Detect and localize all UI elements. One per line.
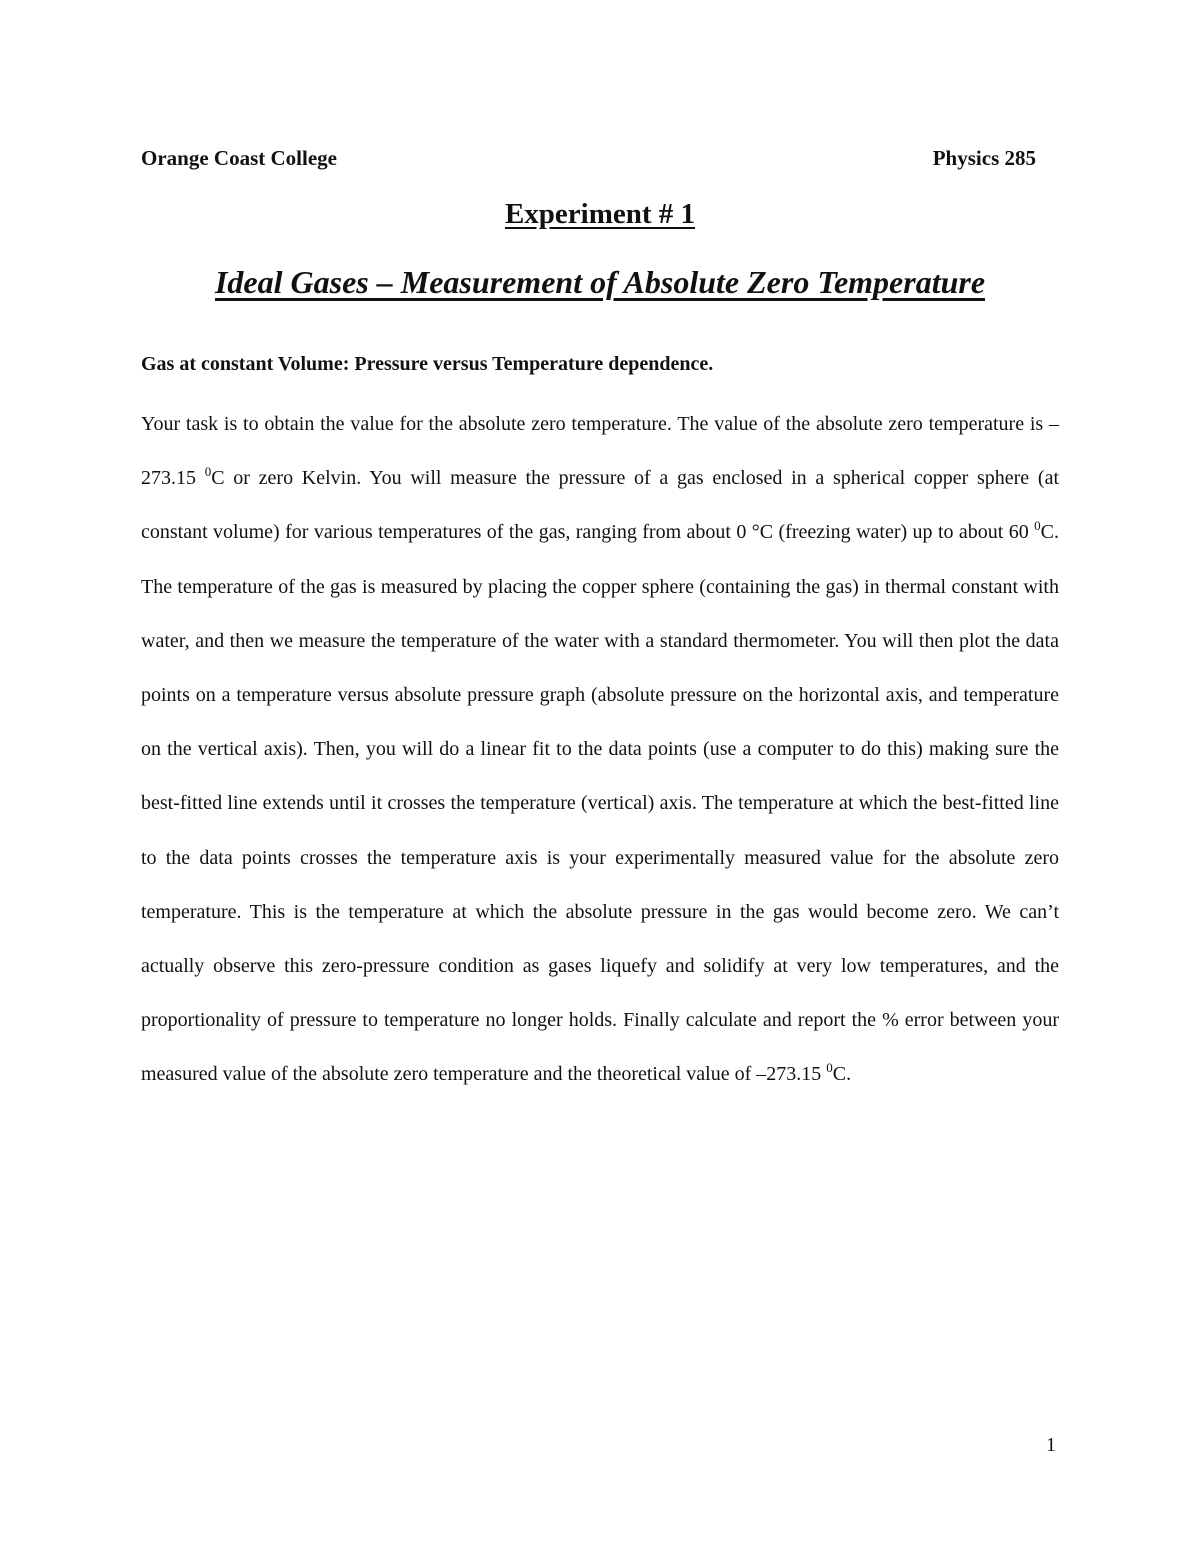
course-name: Physics 285 xyxy=(932,146,1036,170)
degree-superscript-3: 0 xyxy=(826,1060,833,1076)
body-text-part-2: C or zero Kelvin. You will measure the pressure of a gas enclosed in a spherical copper sphere (at constant volume) for various temperatures of the gas, ranging from about 0 °C (freezing water) up to about 60 xyxy=(141,467,1060,544)
body-text-part-3: C. The temperature of the gas is measured by placing the copper sphere (containing the gas) in thermal constant with water, and then we measure the temperature of the water with a standard thermometer. You will then plot the data points on a temperature versus absolute pressure graph (absolute pressure on the horizontal axis, and temperature on the vertical axis). Then, you will do a linear fit to the data points (use a computer to do this) making sure the best-fitted line extends until it crosses the temperature (vertical) axis. The temperature at which the best-fitted line to the data points crosses the temperature axis is your experimentally measured value for the absolute zero temperature. This is the temperature at which the absolute pressure in the gas would become zero. We can’t actually observe this zero-pressure condition as gases liquefy and solidify at very low temperatures, and the proportionality of pressure to temperature no longer holds. Finally calculate and report the % error between your measured value of the absolute zero temperature and the theoretical value of –273.15 xyxy=(141,521,1059,1086)
degree-superscript-2: 0 xyxy=(1034,518,1041,534)
page-number: 1 xyxy=(1046,1434,1056,1456)
page-header xyxy=(141,143,1036,173)
main-title: Ideal Gases – Measurement of Absolute Zero Temperature xyxy=(214,264,986,300)
body-text-part-1: Your task is to obtain the value for the absolute zero temperature. The value of the absolute zero temperature is –273.15 xyxy=(141,413,1059,490)
section-heading: Gas at constant Volume: Pressure versus Temperature dependence. xyxy=(141,353,714,375)
experiment-title: Experiment # 1 xyxy=(504,198,696,230)
body-paragraph xyxy=(141,397,1059,1102)
degree-superscript-1: 0 xyxy=(204,464,212,480)
institution-name: Orange Coast College xyxy=(141,146,337,170)
body-text-part-4: C. xyxy=(832,1063,852,1086)
